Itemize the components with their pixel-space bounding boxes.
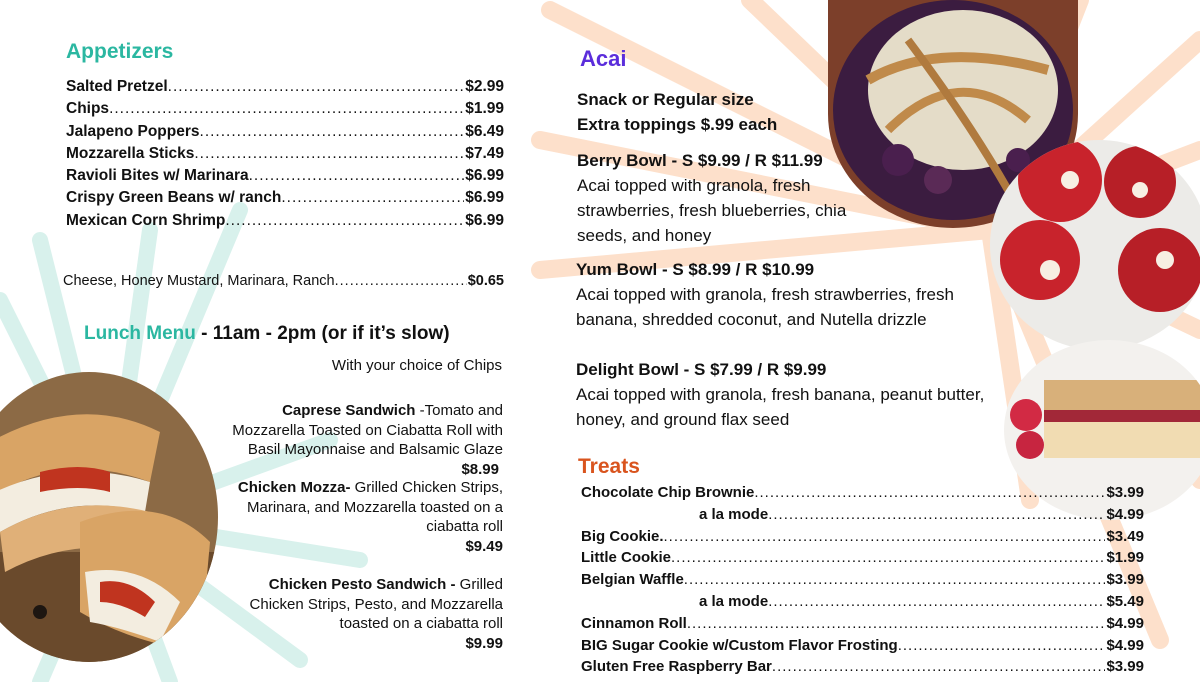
list-item: Chips ..... $1.99 (66, 98, 504, 120)
acai-heading: Acai (580, 46, 627, 71)
list-item: Cinnamon Roll ..... $4.99 (581, 613, 1144, 635)
lunch-title: Lunch Menu (84, 323, 196, 344)
treats-list (581, 482, 1144, 678)
list-item: Ravioli Bites w/ Marinara ..... $6.99 (66, 165, 504, 187)
list-item: Chocolate Chip Brownie ..... $3.99 (581, 482, 1144, 504)
list-item: Jalapeno Poppers ..... $6.49 (66, 121, 504, 143)
list-item: Mozzarella Sticks ..... $7.49 (66, 143, 504, 165)
lunch-item-chicken-mozza: Chicken Mozza- Grilled Chicken Strips, Marinara, and Mozzarella toasted on a ciabatta roll $9.49 (237, 479, 503, 555)
treats-heading: Treats (578, 455, 640, 478)
list-item: Big Cookie. ..... $3.49 (581, 526, 1144, 548)
acai-toppings-note: Extra toppings $.99 each (577, 115, 778, 134)
list-item: Gluten Free Raspberry Bar ..... $3.99 (581, 656, 1144, 678)
appetizers-list (66, 76, 504, 232)
acai-delight-bowl: Delight Bowl - S $7.99 / R $9.99 Acai topped with granola, fresh banana, peanut butter, honey, and ground flax seed (576, 360, 985, 429)
sauces-row: Cheese, Honey Mustard, Marinara, Ranch ..... $0.65 (63, 270, 504, 292)
list-item: a la mode ..... $4.99 (581, 504, 1144, 526)
lunch-subtitle: With your choice of Chips (331, 357, 502, 374)
acai-berry-bowl: Berry Bowl - S $9.99 / R $11.99 Acai topped with granola, fresh strawberries, fresh blueberries, chia seeds, and honey (577, 151, 847, 245)
appetizers-heading: Appetizers (66, 40, 174, 63)
list-item: Belgian Waffle ..... $3.99 (581, 569, 1144, 591)
acai-size-note: Snack or Regular size (577, 90, 754, 109)
lunch-item-caprese: Caprese Sandwich -Tomato and Mozzarella Toasted on Ciabatta Roll with Basil Mayonnaise and Balsamic Glaze $8.99 (232, 402, 503, 478)
lunch-hours: - 11am - 2pm (or if it’s slow) (195, 323, 450, 344)
list-item: Salted Pretzel ..... $2.99 (66, 76, 504, 98)
red-velvet-cookies-photo (990, 140, 1200, 350)
list-item: Little Cookie ..... $1.99 (581, 547, 1144, 569)
acai-yum-bowl: Yum Bowl - S $8.99 / R $10.99 Acai topped with granola, fresh strawberries, fresh banana, shredded coconut, and Nutella drizzle (576, 260, 954, 329)
list-item: Crispy Green Beans w/ ranch ..... $6.99 (66, 187, 504, 209)
lunch-heading (84, 323, 450, 345)
lunch-item-chicken-pesto: Chicken Pesto Sandwich - Grilled Chicken Strips, Pesto, and Mozzarella toasted on a ciabatta roll $9.99 (249, 576, 503, 652)
list-item: Mexican Corn Shrimp ..... $6.99 (66, 210, 504, 232)
list-item: BIG Sugar Cookie w/Custom Flavor Frosting ..... $4.99 (581, 635, 1144, 657)
list-item: a la mode ..... $5.49 (581, 591, 1144, 613)
